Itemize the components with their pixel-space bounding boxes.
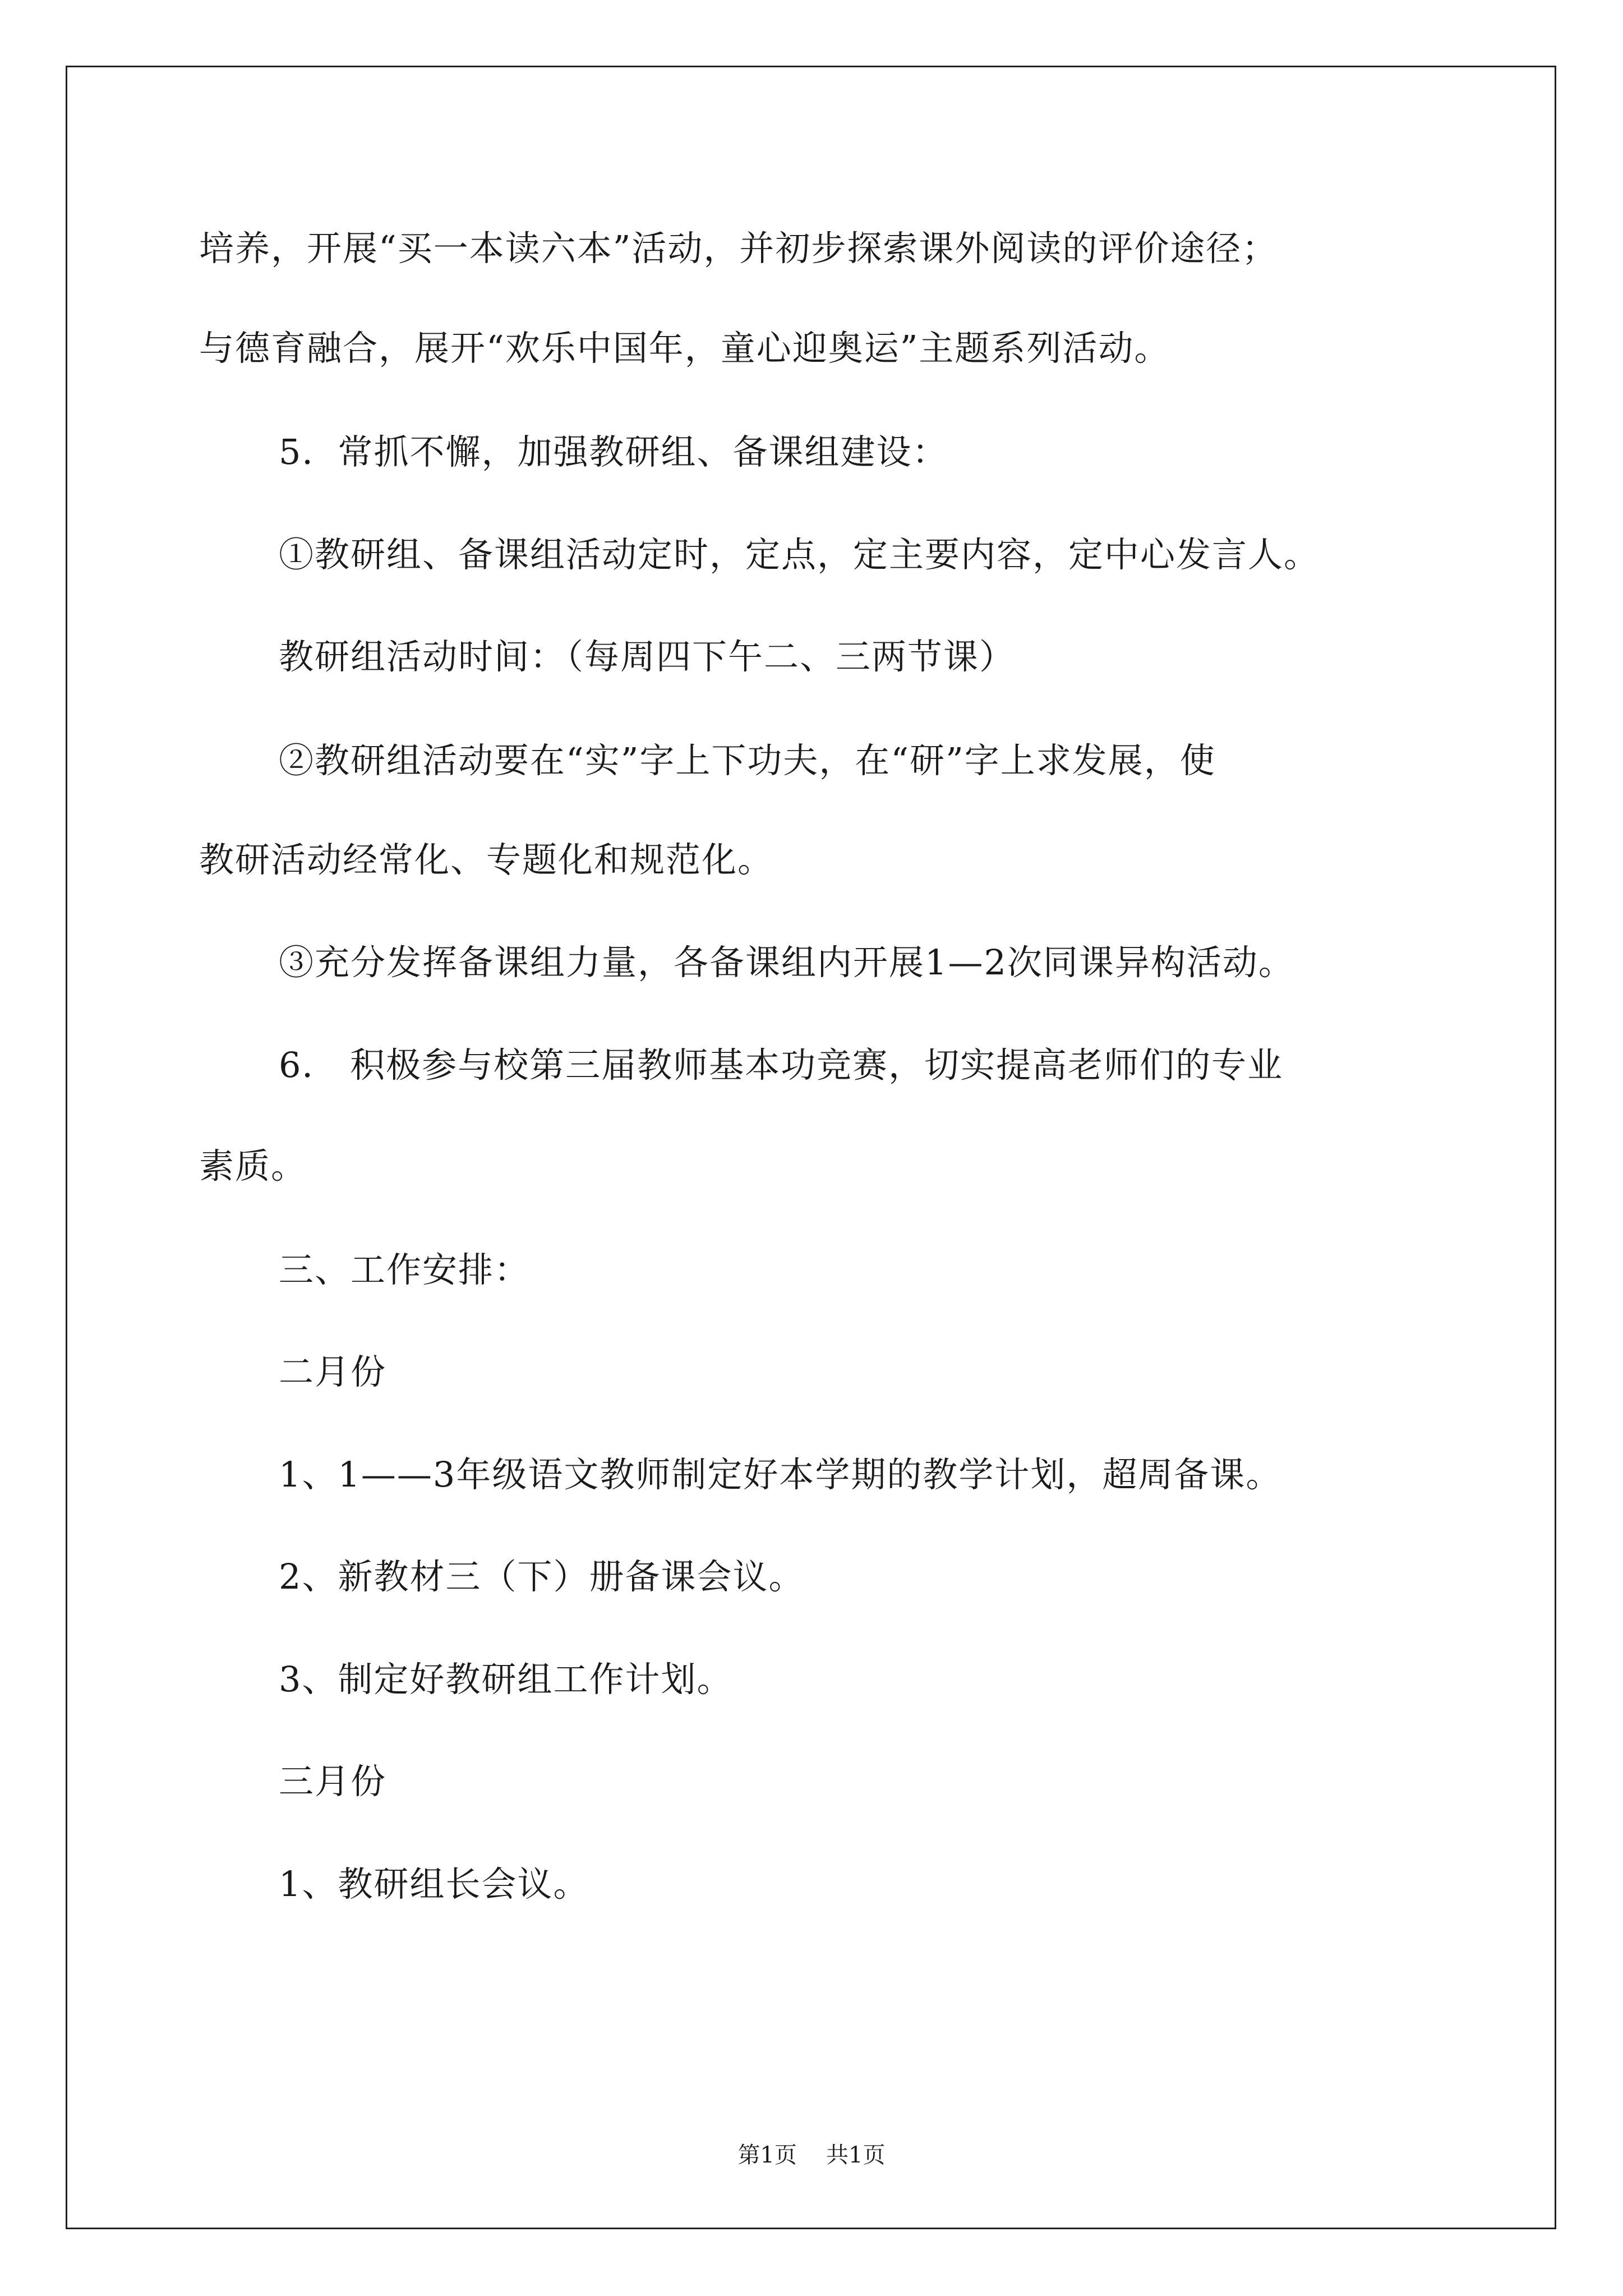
month-heading: 三月份 (279, 1761, 387, 1802)
section-heading: 6． 积极参与校第三届教师基本功竞赛，切实提高老师们的专业 (279, 1045, 1284, 1085)
page-footer (0, 2144, 1623, 2166)
month-heading: 二月份 (279, 1351, 387, 1392)
body-line: 素质。 (199, 1145, 307, 1186)
section-heading: 5．常抓不懈，加强教研组、备课组建设： (279, 431, 948, 472)
body-line: 教研活动经常化、专题化和规范化。 (199, 839, 774, 880)
list-item: 2、新教材三（下）册备课会议。 (279, 1556, 805, 1597)
page-number: 第1页 (737, 2142, 797, 2168)
body-line: 培养，开展“买一本读六本”活动，并初步探索课外阅读的评价途径； (199, 228, 1278, 269)
list-item: 3、制定好教研组工作计划。 (279, 1659, 733, 1700)
body-line: ②教研组活动要在“实”字上下功夫，在“研”字上求发展，使 (279, 740, 1216, 781)
section-heading: 三、工作安排： (279, 1249, 531, 1290)
body-line: ①教研组、备课组活动定时，定点，定主要内容，定中心发言人。 (279, 534, 1320, 575)
body-line: 教研组活动时间：（每周四下午二、三两节课） (279, 636, 1016, 677)
page-total: 共1页 (826, 2142, 886, 2168)
body-line: ③充分发挥备课组力量，各备课组内开展1—2次同课异构活动。 (279, 942, 1294, 983)
list-item: 1、教研组长会议。 (279, 1864, 589, 1904)
body-line: 与德育融合，展开“欢乐中国年，童心迎奥运”主题系列活动。 (199, 328, 1170, 369)
list-item: 1、1——3年级语文教师制定好本学期的教学计划，超周备课。 (279, 1454, 1282, 1495)
